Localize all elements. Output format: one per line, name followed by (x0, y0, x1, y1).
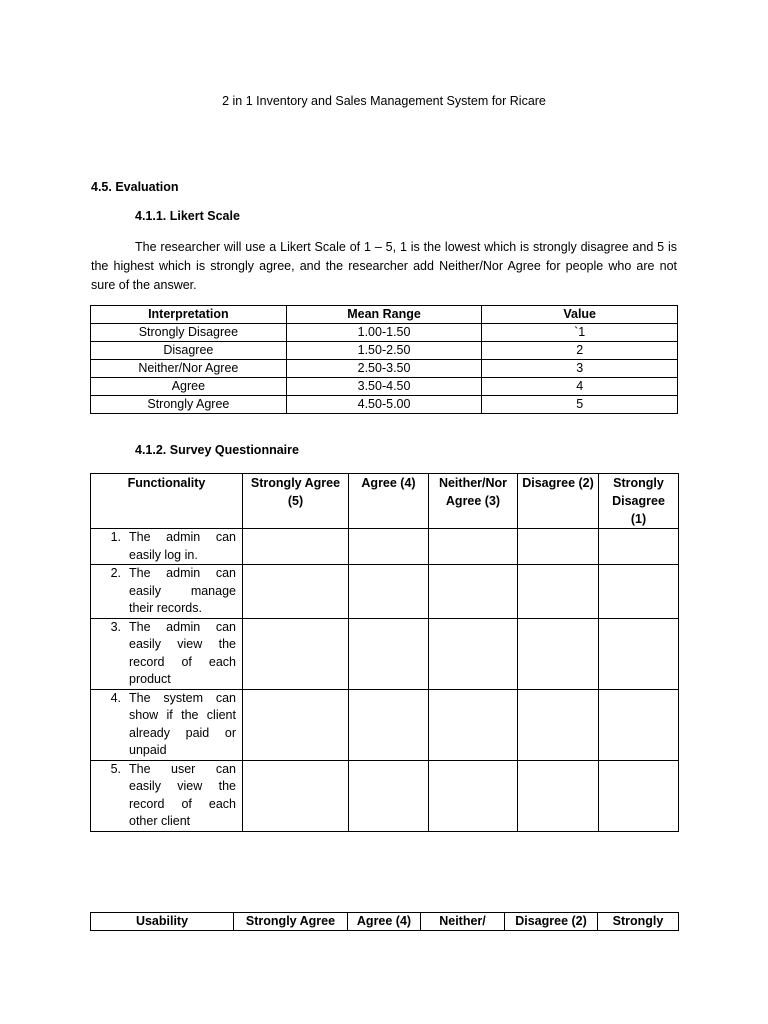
section-heading-evaluation: 4.5. Evaluation (91, 180, 179, 194)
rating-cell-1[interactable] (599, 529, 679, 565)
likert-scale-table (90, 305, 678, 414)
functionality-header-row (91, 474, 679, 529)
subsection-heading-likert: 4.1.1. Likert Scale (135, 209, 240, 223)
item-text: The admin can easily log in. (129, 530, 236, 562)
rating-cell-2[interactable] (518, 760, 599, 831)
item-number: 4. (110, 690, 121, 705)
table-row (91, 760, 679, 831)
rating-cell-1[interactable] (599, 565, 679, 619)
rating-cell-4[interactable] (349, 689, 429, 760)
rating-cell-5[interactable] (243, 760, 349, 831)
survey-item-cell (91, 565, 243, 619)
likert-cell-interpretation: Disagree (91, 342, 287, 360)
subsection-heading-survey: 4.1.2. Survey Questionnaire (135, 443, 299, 457)
item-number: 2. (110, 566, 121, 580)
likert-header-interpretation: Interpretation (91, 306, 287, 324)
likert-cell-value: 3 (482, 360, 678, 378)
rating-cell-2[interactable] (518, 618, 599, 689)
rating-cell-2[interactable] (518, 529, 599, 565)
survey-item-cell (91, 618, 243, 689)
rating-cell-3[interactable] (429, 760, 518, 831)
header-strongly-agree: Strongly Agree (5) (243, 474, 349, 529)
header-disagree: Disagree (2) (518, 474, 599, 529)
rating-cell-4[interactable] (349, 760, 429, 831)
likert-cell-interpretation: Strongly Agree (91, 396, 287, 414)
usability-survey-table (90, 912, 679, 931)
rating-cell-3[interactable] (429, 565, 518, 619)
rating-cell-4[interactable] (349, 529, 429, 565)
table-row (91, 529, 679, 565)
item-text: The admin can easily view the record of each product (129, 619, 236, 686)
header-strongly: Strongly (598, 913, 679, 931)
item-number: 3. (110, 619, 121, 634)
table-row (91, 565, 679, 619)
survey-item-cell (91, 529, 243, 565)
rating-cell-3[interactable] (429, 689, 518, 760)
likert-header-row (91, 306, 678, 324)
rating-cell-4[interactable] (349, 618, 429, 689)
header-neither: Neither/ (421, 913, 505, 931)
likert-cell-mean-range: 1.00-1.50 (286, 324, 482, 342)
page-header-title: 2 in 1 Inventory and Sales Management System for Ricare (222, 94, 546, 108)
rating-cell-5[interactable] (243, 565, 349, 619)
likert-cell-interpretation: Agree (91, 378, 287, 396)
rating-cell-2[interactable] (518, 565, 599, 619)
rating-cell-1[interactable] (599, 689, 679, 760)
likert-cell-value: `1 (482, 324, 678, 342)
likert-cell-mean-range: 4.50-5.00 (286, 396, 482, 414)
likert-cell-mean-range: 3.50-4.50 (286, 378, 482, 396)
likert-cell-mean-range: 1.50-2.50 (286, 342, 482, 360)
header-neither-nor-agree: Neither/Nor Agree (3) (429, 474, 518, 529)
rating-cell-2[interactable] (518, 689, 599, 760)
header-agree: Agree (4) (349, 474, 429, 529)
item-number: 5. (110, 761, 121, 776)
usability-header-row (91, 913, 679, 931)
table-row (91, 360, 678, 378)
rating-cell-5[interactable] (243, 529, 349, 565)
likert-cell-interpretation: Neither/Nor Agree (91, 360, 287, 378)
likert-cell-value: 2 (482, 342, 678, 360)
header-functionality: Functionality (91, 474, 243, 529)
likert-header-value: Value (482, 306, 678, 324)
header-strongly-agree: Strongly Agree (234, 913, 348, 931)
rating-cell-1[interactable] (599, 618, 679, 689)
table-row (91, 342, 678, 360)
likert-header-mean-range: Mean Range (286, 306, 482, 324)
likert-cell-mean-range: 2.50-3.50 (286, 360, 482, 378)
rating-cell-5[interactable] (243, 618, 349, 689)
item-text: The user can easily view the record of each other client (129, 761, 236, 828)
likert-cell-interpretation: Strongly Disagree (91, 324, 287, 342)
header-disagree: Disagree (2) (505, 913, 598, 931)
header-usability: Usability (91, 913, 234, 931)
functionality-survey-table (90, 473, 679, 832)
likert-description-paragraph: The researcher will use a Likert Scale of 1 – 5, 1 is the lowest which is strongly disagree and 5 is the highest which is strongly agree, and the researcher add Neither/Nor Agree for people who are not sure of the answer. (91, 240, 677, 292)
likert-cell-value: 5 (482, 396, 678, 414)
header-strongly-disagree: Strongly Disagree (1) (599, 474, 679, 529)
table-row (91, 378, 678, 396)
survey-item-cell (91, 689, 243, 760)
item-number: 1. (110, 530, 121, 544)
likert-cell-value: 4 (482, 378, 678, 396)
rating-cell-5[interactable] (243, 689, 349, 760)
rating-cell-3[interactable] (429, 529, 518, 565)
item-text: The admin can easily manage their records. (129, 566, 236, 615)
table-row (91, 618, 679, 689)
rating-cell-1[interactable] (599, 760, 679, 831)
table-row (91, 689, 679, 760)
item-text: The system can show if the client already paid or unpaid (129, 690, 236, 757)
header-agree: Agree (4) (348, 913, 421, 931)
rating-cell-4[interactable] (349, 565, 429, 619)
survey-item-cell (91, 760, 243, 831)
table-row (91, 396, 678, 414)
rating-cell-3[interactable] (429, 618, 518, 689)
table-row (91, 324, 678, 342)
